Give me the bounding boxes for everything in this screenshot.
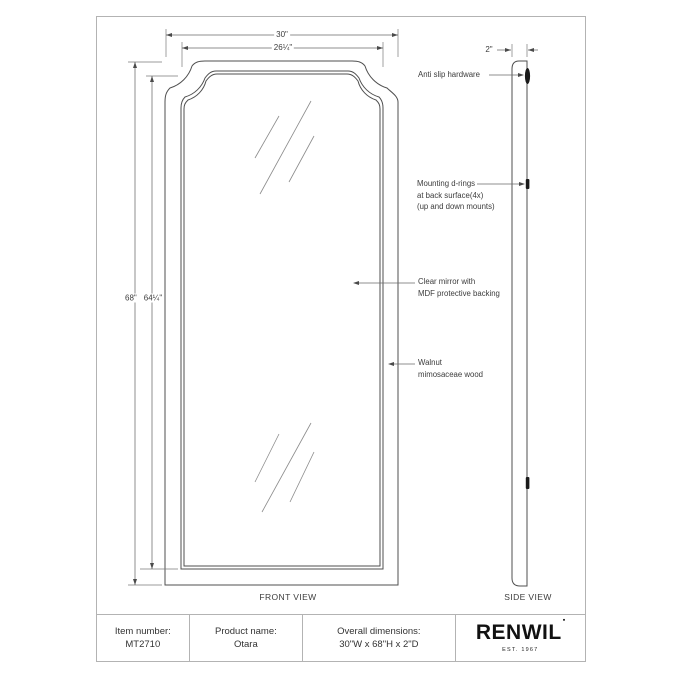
item-number-label: Item number: xyxy=(114,626,171,637)
note-wood xyxy=(418,357,483,380)
overall-dimensions-label: Overall dimensions: xyxy=(337,626,421,637)
dim-inner-width: 26¼" xyxy=(273,43,293,52)
note-anti-slip: Anti slip hardware xyxy=(418,70,480,79)
brand-name xyxy=(475,616,566,644)
note-mirror-line2: MDF protective backing xyxy=(418,288,500,298)
brand-established: EST. 1967 xyxy=(502,646,539,653)
dim-outer-width: 30" xyxy=(276,30,288,39)
side-view-label: SIDE VIEW xyxy=(504,592,552,602)
table-cell-item-number xyxy=(97,615,189,661)
table-cell-brand xyxy=(455,615,585,661)
brand-text: RENWIL xyxy=(475,620,562,644)
front-view-label: FRONT VIEW xyxy=(259,592,317,602)
dimension-lines xyxy=(133,33,538,585)
side-view-outline xyxy=(512,61,527,586)
dim-inner-height: 64¼" xyxy=(143,293,163,303)
front-view-outline xyxy=(165,61,398,585)
note-mirror-line1: Clear mirror with xyxy=(418,277,476,286)
note-mounting-line2: at back surface(4x) xyxy=(417,190,484,200)
d-ring-upper xyxy=(526,179,530,189)
d-ring-lower xyxy=(526,477,530,489)
product-name-value: Otara xyxy=(234,639,258,650)
glass-hatch-lines xyxy=(255,101,314,512)
leader-lines xyxy=(353,73,525,366)
overall-dimensions-value: 30"W x 68"H x 2"D xyxy=(339,639,419,650)
note-mirror xyxy=(418,276,500,299)
note-mounting xyxy=(417,178,495,213)
dim-outer-height: 68" xyxy=(125,293,137,303)
note-wood-line1: Walnut xyxy=(418,358,442,367)
brand-trademark-mark: ▪ xyxy=(562,616,566,624)
product-name-label: Product name: xyxy=(214,626,277,637)
extension-lines xyxy=(128,29,527,585)
spec-table xyxy=(96,614,586,662)
dim-depth: 2" xyxy=(485,45,493,54)
note-wood-line2: mimosaceae wood xyxy=(418,369,484,379)
item-number-value: MT2710 xyxy=(125,639,161,650)
anti-slip-bumper xyxy=(525,68,530,84)
note-mounting-line1: Mounting d-rings xyxy=(417,179,476,188)
table-cell-product-name xyxy=(189,615,303,661)
dim-heights xyxy=(124,294,163,303)
table-cell-overall-dimensions xyxy=(302,615,454,661)
brand-logo xyxy=(475,616,566,657)
note-mounting-line3: (up and down mounts) xyxy=(417,202,495,211)
